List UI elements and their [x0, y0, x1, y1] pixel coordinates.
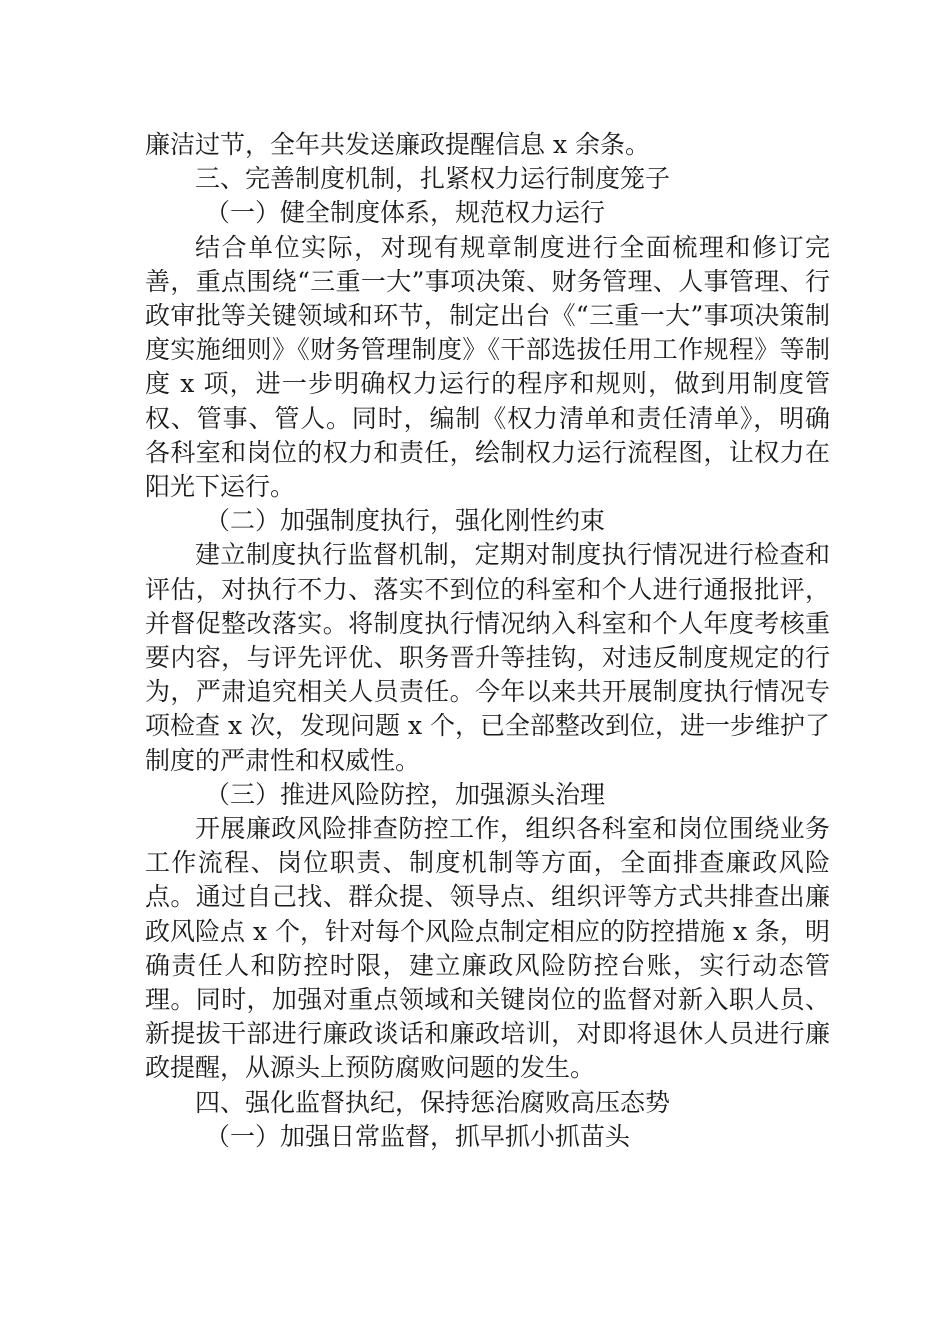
body-paragraph-3-3: 开展廉政风险排查防控工作，组织各科室和岗位围绕业务工作流程、岗位职责、制度机制等方面，全面排查廉政风险点。通过自己找、群众提、领导点、组织评等方式共排查出廉政风险点 x 个，针对每个风险点制定相应的防控措施 x 条，明确责任人和防控时限，建立廉政风险防控台账，实行动态管理。同时，加强对重点领域和关键岗位的监督对新入职人员、新提拔干部进行廉政谈话和廉政培训，对即将退休人员进行廉政提醒，从源头上预防腐败问题的发生。 [145, 814, 830, 1083]
section-heading-4: 四、强化监督执纪，保持惩治腐败高压态势 [195, 1087, 671, 1117]
document-body [145, 128, 830, 1154]
subsection-heading-3-1: （一）健全制度体系，规范权力运行 [205, 198, 606, 228]
subsection-heading-3-2: （二）加强制度执行，强化刚性约束 [205, 506, 606, 536]
subsection-heading-4-1: （一）加强日常监督，抓早抓小抓苗头 [205, 1121, 631, 1151]
section-heading-3: 三、完善制度机制，扎紧权力运行制度笼子 [195, 164, 671, 194]
body-paragraph-3-1: 结合单位实际，对现有规章制度进行全面梳理和修订完善，重点围绕“三重一大”事项决策、财务管理、人事管理、行政审批等关键领域和环节，制定出台《“三重一大”事项决策制度实施细则》《财务管理制度》《干部选拔任用工作规程》等制度 x 项，进一步明确权力运行的程序和规则，做到用制度管权、管事、管人。同时，编制《权力清单和责任清单》，明确各科室和岗位的权力和责任，绘制权力运行流程图，让权力在阳光下运行。 [145, 232, 830, 502]
subsection-heading-3-3: （三）推进风险防控，加强源头治理 [205, 779, 606, 809]
paragraph-continuation: 廉洁过节，全年共发送廉政提醒信息 x 余条。 [145, 130, 650, 159]
body-paragraph-3-2: 建立制度执行监督机制，定期对制度执行情况进行检查和评估，对执行不力、落实不到位的科室和个人进行通报批评，并督促整改落实。将制度执行情况纳入科室和个人年度考核重要内容，与评先评优、职务晋升等挂钩，对违反制度规定的行为，严肃追究相关人员责任。今年以来共开展制度执行情况专项检查 x 次，发现问题 x 个，已全部整改到位，进一步维护了制度的严肃性和权威性。 [145, 540, 830, 775]
